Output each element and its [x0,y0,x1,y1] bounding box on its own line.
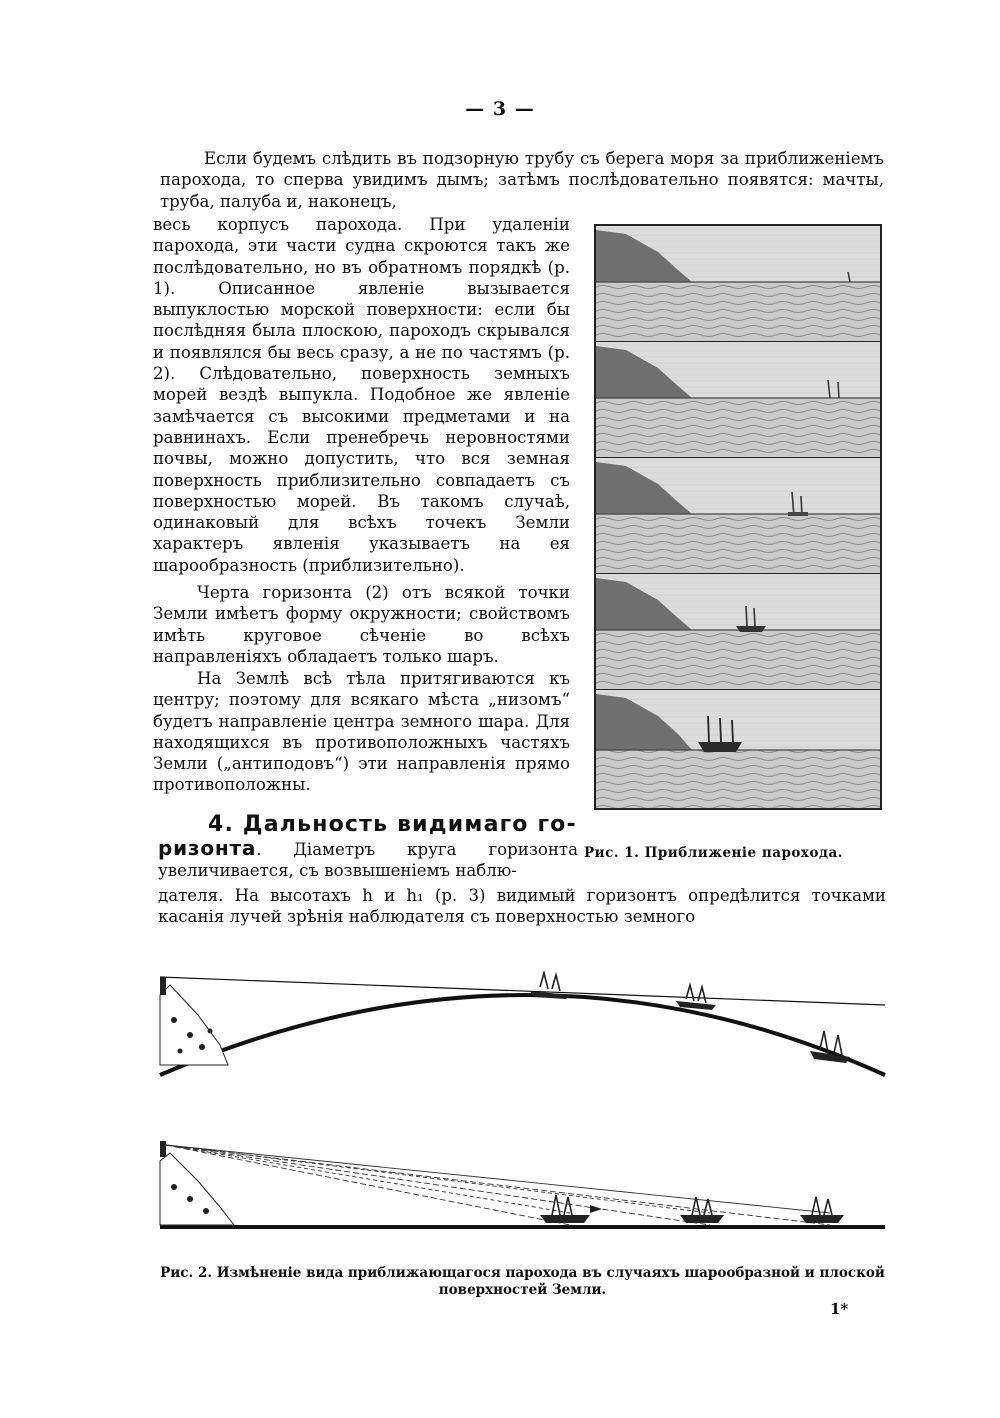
curvature-paragraph: весь корпусъ парохода. При удаленіи парохода, эти части судна скроются такъ же послѣдовательно, но въ обратномъ порядкѣ (р. 1). Описанное явленіе вызывается выпуклостью морской поверхности: если бы послѣдняя была плоскою, пароходъ скрывался и появлялся бы весь сразу, а не по частямъ (р. 2). Слѣдовательно, поверхность земныхъ морей вездѣ выпукла. Подобное же явленіе замѣчается съ высокими предметами и на равнинахъ. Если пренебречь неровностями почвы, можно допустить, что вся земная поверхность приблизительно совпадаетъ съ поверхностью морей. Въ такомъ случаѣ, одинаковый для всѣхъ точекъ Земли характеръ явленія указываетъ на ея шарообразность (приблизительно). [153,215,570,575]
intro-paragraph: Если будемъ слѣдить въ подзорную трубу съ берега моря за приближеніемъ парохода, то сперва увидимъ дымъ; затѣмъ послѣдовательно появятся: мачты, труба, палуба и, наконецъ, [160,149,884,211]
panel-3 [596,458,880,574]
figure-1-illustration [596,226,880,808]
page-number: — 3 — [465,98,535,120]
flat-ship-near [540,1195,602,1223]
range-paragraph [158,838,578,882]
section-title-continuation: ризонта [158,836,257,860]
horizon-paragraph: Черта горизонта (2) отъ всякой точки Земли имѣетъ форму окружности; свойствомъ имѣть круговое сѣченіе во всѣхъ направленіяхъ обладаетъ только шаръ. [153,583,570,666]
figure-1-panels [594,224,882,810]
section-title: 4. Дальность видимаго го- [208,812,577,837]
figure-2 [150,955,895,1255]
panel-4 [596,574,880,690]
signature-mark: 1* [830,1300,849,1318]
panel-5 [596,690,880,808]
flat-ship-mid [680,1197,724,1223]
flat-ship-far [800,1197,844,1223]
figure-2-illustration [150,955,895,1255]
range-paragraph-wide: дателя. На высотахъ h и h₁ (р. 3) видимый горизонтъ опредѣлится точками касанія лучей зрѣнія наблюдателя съ поверхностью земного [158,886,886,927]
figure-1-caption: Рис. 1. Приближеніе парохода. [584,845,843,861]
panel-2 [596,342,880,458]
flat-earth-diagram [160,1141,885,1227]
gravity-paragraph: На Землѣ всѣ тѣла притягиваются къ центру; поэтому для всякаго мѣста „низомъ“ будетъ направленіе центра земного шара. Для находящихся въ противоположныхъ частяхъ Земли („антиподовъ“) эти направленія прямо противоположны. [153,669,570,795]
section-heading [158,812,578,838]
range-text-a: . Діаметръ круга горизонта увеличивается, съ возвышеніемъ наблю- [158,840,578,881]
ship-top [530,973,570,999]
panel-1 [596,226,880,342]
figure-2-caption: Рис. 2. Измѣненіе вида приближающагося парохода въ случаяхъ шарообразной и плоской поверхностей Земли. [160,1265,885,1298]
curved-earth-diagram [160,973,885,1075]
